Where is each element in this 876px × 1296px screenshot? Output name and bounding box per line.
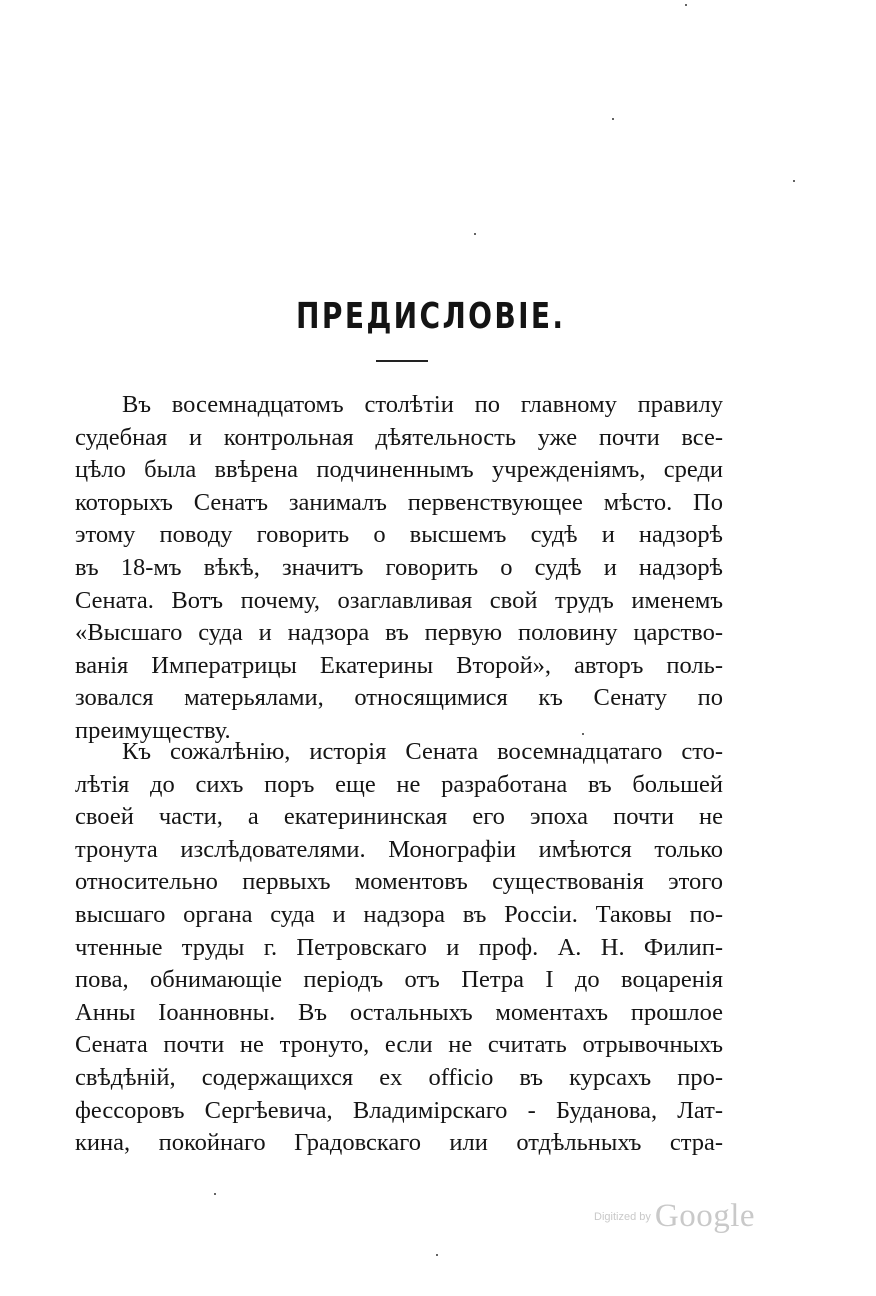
text-line: которыхъ Сенатъ занималъ первенствующее мѣсто. По [75,488,723,516]
scan-speck [582,733,584,735]
text-line: Сената. Вотъ почему, озаглавливая свой трудъ именемъ [75,586,723,614]
text-line: «Высшаго суда и надзора въ первую половину царство- [75,619,723,647]
text-line: судебная и контрольная дѣятельность уже почти все- [75,423,723,451]
text-line: Сената почти не тронуто, если не считать отрывочныхъ [75,1031,723,1059]
watermark-prefix: Digitized by [594,1211,651,1223]
text-line: зовался матерьялами, относящимися къ Сенату по [75,684,723,712]
text-line: свѣдѣнiй, содержащихся ex officio въ курсахъ про- [75,1063,723,1091]
paragraph-2 [75,736,723,1160]
text-line: Анны Iоанновны. Въ остальныхъ моментахъ прошлое [75,998,723,1026]
text-line: чтенные труды г. Петровскаго и проф. А. Н. Филип- [75,933,723,961]
scan-speck [214,1193,216,1195]
text-line: въ 18-мъ вѣкѣ, значитъ говорить о судѣ и надзорѣ [75,553,723,581]
scan-speck [685,4,687,6]
text-line: фессоровъ Сергѣевича, Владимiрскаго - Буданова, Лат- [75,1096,723,1124]
text-line: пова, обнимающiе перiодъ отъ Петра I до воцаренiя [75,966,723,994]
paragraph-1 [75,389,723,748]
page-title: ПРЕДИСЛОВIЕ. [296,296,566,337]
text-line: своей части, а екатерининская его эпоха почти не [75,803,723,831]
scan-speck [612,118,614,120]
scan-speck [474,233,476,235]
text-line: Къ сожалѣнiю, исторiя Сената восемнадцатаго сто- [122,738,723,765]
title-divider [376,360,428,362]
digitized-watermark [594,1198,755,1235]
text-line: тронута изслѣдователями. Монографiи имѣются только [75,835,723,863]
text-line: Въ восемнадцатомъ столѣтiи по главному правилу [122,391,723,418]
text-line: ванiя Императрицы Екатерины Второй», авторъ поль- [75,651,723,679]
text-line: этому поводу говорить о высшемъ судѣ и надзорѣ [75,521,723,549]
scan-speck [793,180,795,182]
google-logo: Google [654,1198,756,1234]
text-line: преимуществу. [75,716,231,744]
text-line: высшаго органа суда и надзора въ Россiи. Таковы по- [75,900,723,928]
scan-speck [436,1254,438,1256]
text-line: цѣло была ввѣрена подчиненнымъ учрежденiямъ, среди [75,456,723,484]
text-line: относительно первыхъ моментовъ существованiя этого [75,868,723,896]
text-line: лѣтiя до сихъ поръ еще не разработана въ большей [75,770,723,798]
text-line: кина, покойнаго Градовскаго или отдѣльныхъ стра- [75,1129,723,1157]
